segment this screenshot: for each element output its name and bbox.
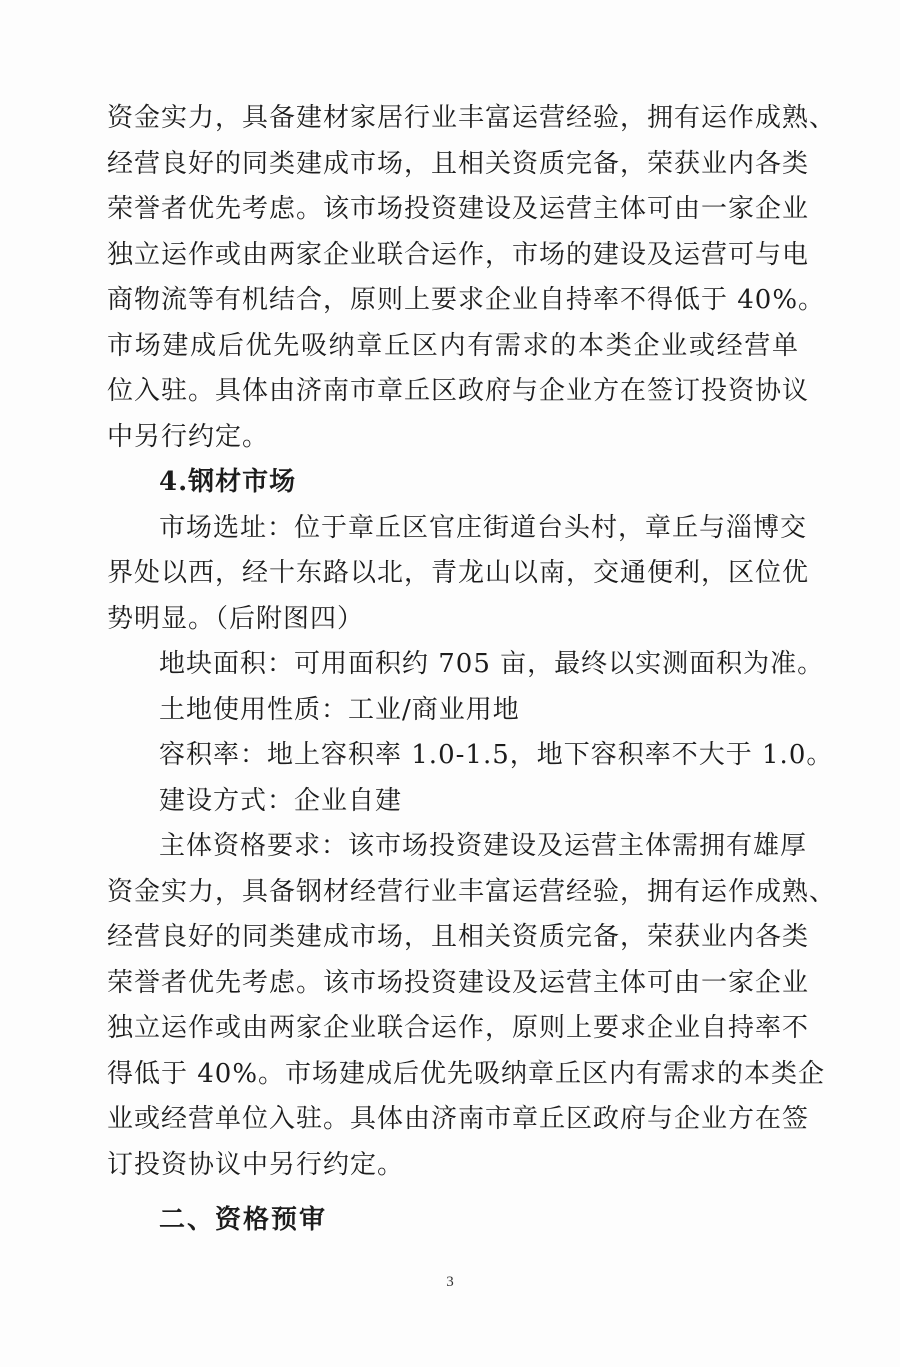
paragraph-line: 主体资格要求：该市场投资建设及运营主体需拥有雄厚 [159, 831, 808, 861]
paragraph-line: 资金实力，具备建材家居行业丰富运营经验，拥有运作成熟、 [107, 103, 837, 133]
paragraph-line: 荣誉者优先考虑。该市场投资建设及运营主体可由一家企业 [107, 967, 810, 998]
page-number: 3 [446, 1274, 454, 1290]
paragraph-line: 独立运作或由两家企业联合运作，市场的建设及运营可与电 [107, 239, 810, 270]
paragraph-line: 经营良好的同类建成市场，且相关资质完备，荣获业内各类 [107, 148, 810, 179]
paragraph-line: 中另行约定。 [107, 421, 270, 452]
paragraph-line: 建设方式：企业自建 [159, 785, 403, 816]
paragraph-line: 经营良好的同类建成市场，且相关资质完备，荣获业内各类 [107, 922, 810, 952]
subsection-heading-steel-market: 4.钢材市场 [159, 467, 297, 497]
paragraph-line: 界处以西，经十东路以北，青龙山以南，交通便利，区位优 [107, 558, 810, 588]
paragraph-line: 地块面积：可用面积约 705 亩，最终以实测面积为准。 [159, 649, 825, 679]
paragraph-line: 势明显。（后附图四） [107, 603, 365, 634]
paragraph-line: 市场建成后优先吸纳章丘区内有需求的本类企业或经营单 [107, 330, 799, 361]
paragraph-line: 市场选址：位于章丘区官庄街道台头村，章丘与淄博交 [159, 512, 808, 543]
paragraph-line: 资金实力，具备钢材经营行业丰富运营经验，拥有运作成熟、 [107, 876, 837, 907]
paragraph-line: 荣誉者优先考虑。该市场投资建设及运营主体可由一家企业 [107, 194, 810, 224]
paragraph-line: 位入驻。具体由济南市章丘区政府与企业方在签订投资协议 [107, 376, 810, 406]
paragraph-line: 商物流等有机结合，原则上要求企业自持率不得低于 40%。 [107, 285, 826, 315]
paragraph-line: 业或经营单位入驻。具体由济南市章丘区政府与企业方在签 [107, 1104, 810, 1134]
paragraph-line: 独立运作或由两家企业联合运作，原则上要求企业自持率不 [107, 1013, 810, 1043]
paragraph-line: 容积率：地上容积率 1.0-1.5，地下容积率不大于 1.0。 [159, 740, 834, 770]
paragraph-line: 得低于 40%。市场建成后优先吸纳章丘区内有需求的本类企 [107, 1058, 826, 1089]
paragraph-line: 订投资协议中另行约定。 [107, 1149, 405, 1180]
section-heading-qualification-review: 二、资格预审 [159, 1205, 328, 1235]
body-text [107, 96, 837, 1244]
paragraph-line: 土地使用性质：工业/商业用地 [159, 694, 520, 725]
